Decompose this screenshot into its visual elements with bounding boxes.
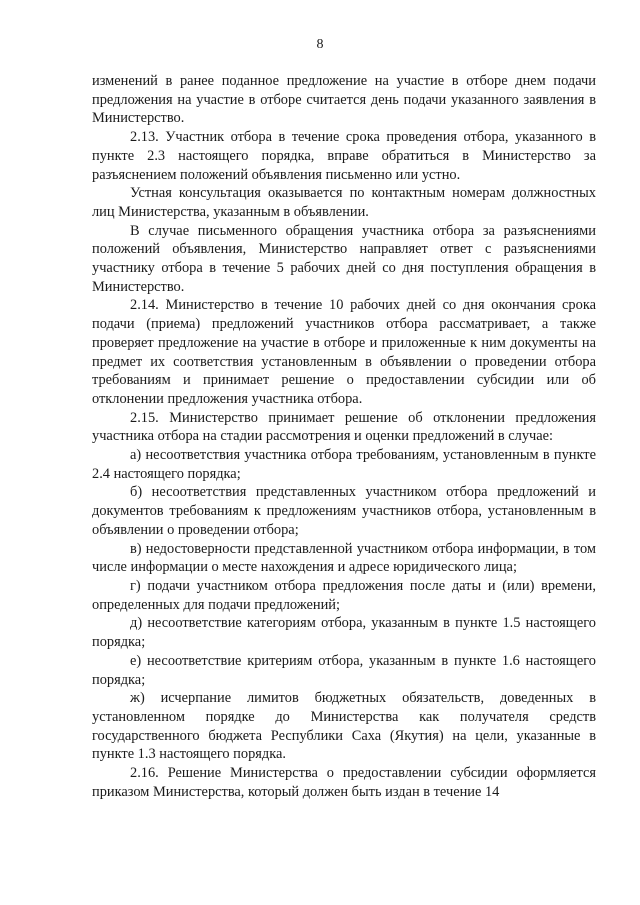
document-body (92, 72, 596, 801)
list-item-zh: ж) исчерпание лимитов бюджетных обязательств, доведенных в установленном порядке до Министерства как получателя средств государственного бюджета Республики Саха (Якутия) на цели, указанные в пункте 1.3 настоящего порядка. (92, 690, 596, 763)
paragraph-2-14: 2.14. Министерство в течение 10 рабочих дней со дня окончания срока подачи (приема) предложений участников отбора рассматривает, а также проверяет предложение на участие в отборе и приложенные к ним документы на предмет их соответствия установленным в объявлении о проведении отбора требованиям и принимает решение о предоставлении субсидии или об отклонении предложения участника отбора. (92, 297, 596, 407)
list-item-g: г) подачи участником отбора предложения после даты и (или) времени, определенных для подачи предложений; (92, 577, 596, 613)
paragraph-written-request: В случае письменного обращения участника отбора за разъяснениями положений объявления, Министерство направляет ответ с разъяснениями участнику отбора в течение 5 рабочих дней со дня поступления обращения в Министерство. (92, 222, 596, 295)
paragraph-2-13: 2.13. Участник отбора в течение срока проведения отбора, указанного в пункте 2.3 настоящего порядка, вправе обратиться в Министерство за разъяснением положений объявления письменно или устно. (92, 129, 596, 183)
list-item-d: д) несоответствие категориям отбора, указанным в пункте 1.5 настоящего порядка; (92, 615, 596, 651)
list-item-v: в) недостоверности представленной участником отбора информации, в том числе информации о месте нахождения и адресе юридического лица; (92, 540, 596, 576)
paragraph-continuation: изменений в ранее поданное предложение на участие в отборе днем подачи предложения на участие в отборе считается день подачи указанного заявления в Министерство. (92, 73, 596, 127)
page-number: 8 (316, 37, 324, 52)
paragraph-oral-consultation: Устная консультация оказывается по контактным номерам должностных лиц Министерства, указанным в объявлении. (92, 185, 596, 220)
list-item-e: е) несоответствие критериям отбора, указанным в пункте 1.6 настоящего порядка; (92, 652, 596, 688)
list-item-a: а) несоответствия участника отбора требованиям, установленным в пункте 2.4 настоящего порядка; (92, 447, 596, 482)
paragraph-2-15: 2.15. Министерство принимает решение об отклонении предложения участника отбора на стадии рассмотрения и оценки предложений в случае: (92, 409, 596, 445)
paragraph-2-16: 2.16. Решение Министерства о предоставлении субсидии оформляется приказом Министерства, который должен быть издан в течение 14 (92, 765, 596, 800)
list-item-b: б) несоответствия представленных участником отбора предложений и документов требованиям к предложениям участников отбора, установленным в объявлении о проведении отбора; (92, 484, 596, 538)
